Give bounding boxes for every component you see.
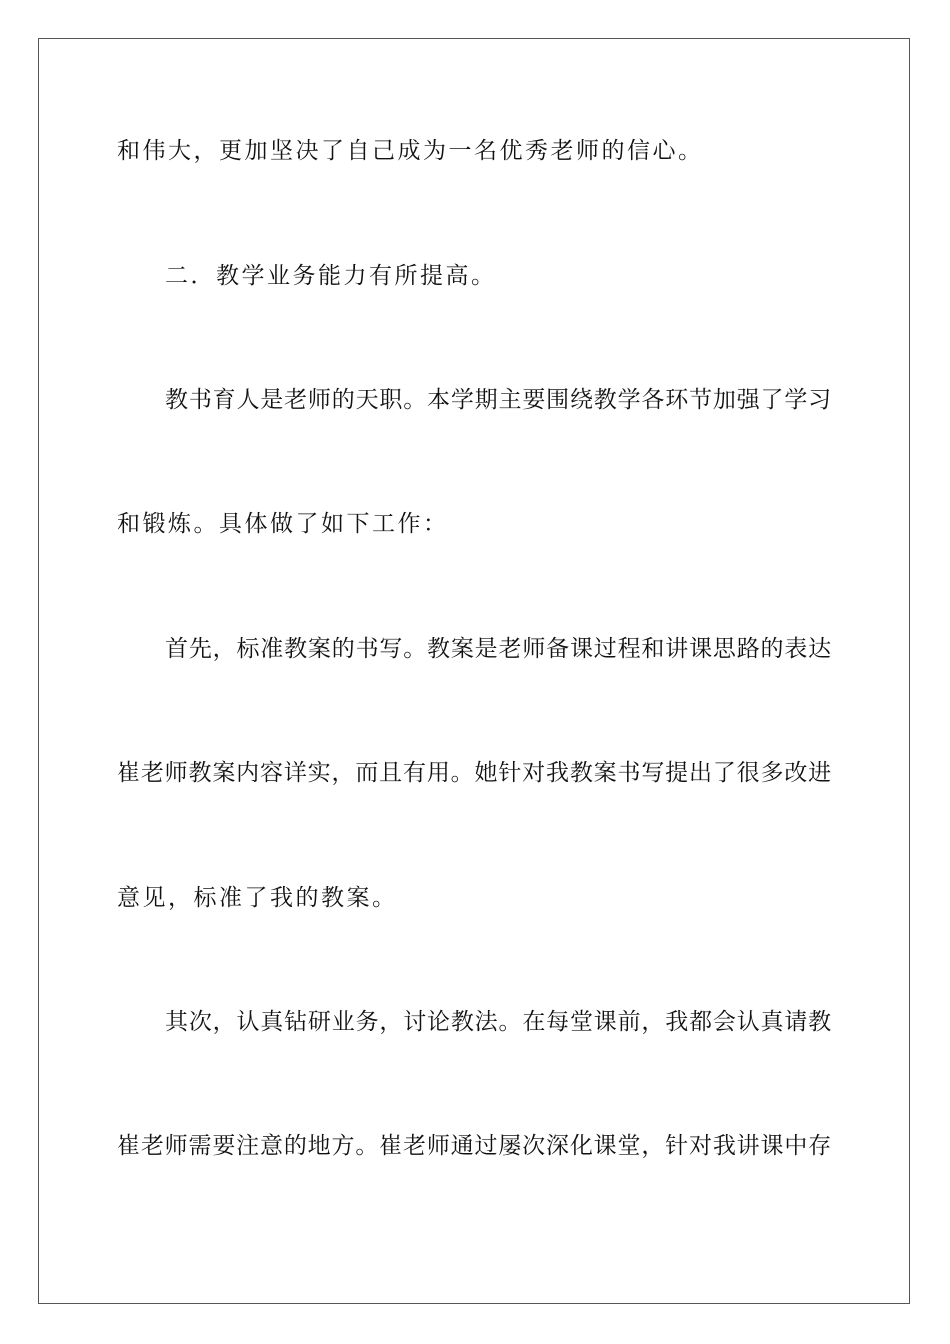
paragraph-line-3: 教书育人是老师的天职。本学期主要围绕教学各环节加强了学习 bbox=[165, 387, 832, 413]
paragraph-line-8: 其次，认真钻研业务，讨论教法。在每堂课前，我都会认真请教 bbox=[165, 1009, 832, 1035]
paragraph-line-5: 首先，标准教案的书写。教案是老师备课过程和讲课思路的表达 bbox=[165, 636, 832, 662]
paragraph-line-7: 意见，标准了我的教案。 bbox=[117, 885, 398, 911]
section-heading: 二．教学业务能力有所提高。 bbox=[165, 263, 497, 289]
page-border bbox=[38, 38, 910, 1304]
paragraph-line-1: 和伟大，更加坚决了自己成为一名优秀老师的信心。 bbox=[117, 138, 704, 164]
paragraph-line-4: 和锻炼。具体做了如下工作： bbox=[117, 511, 449, 537]
paragraph-line-9: 崔老师需要注意的地方。崔老师通过屡次深化课堂，针对我讲课中存 bbox=[117, 1133, 832, 1159]
paragraph-line-6: 崔老师教案内容详实，而且有用。她针对我教案书写提出了很多改进 bbox=[117, 760, 832, 786]
